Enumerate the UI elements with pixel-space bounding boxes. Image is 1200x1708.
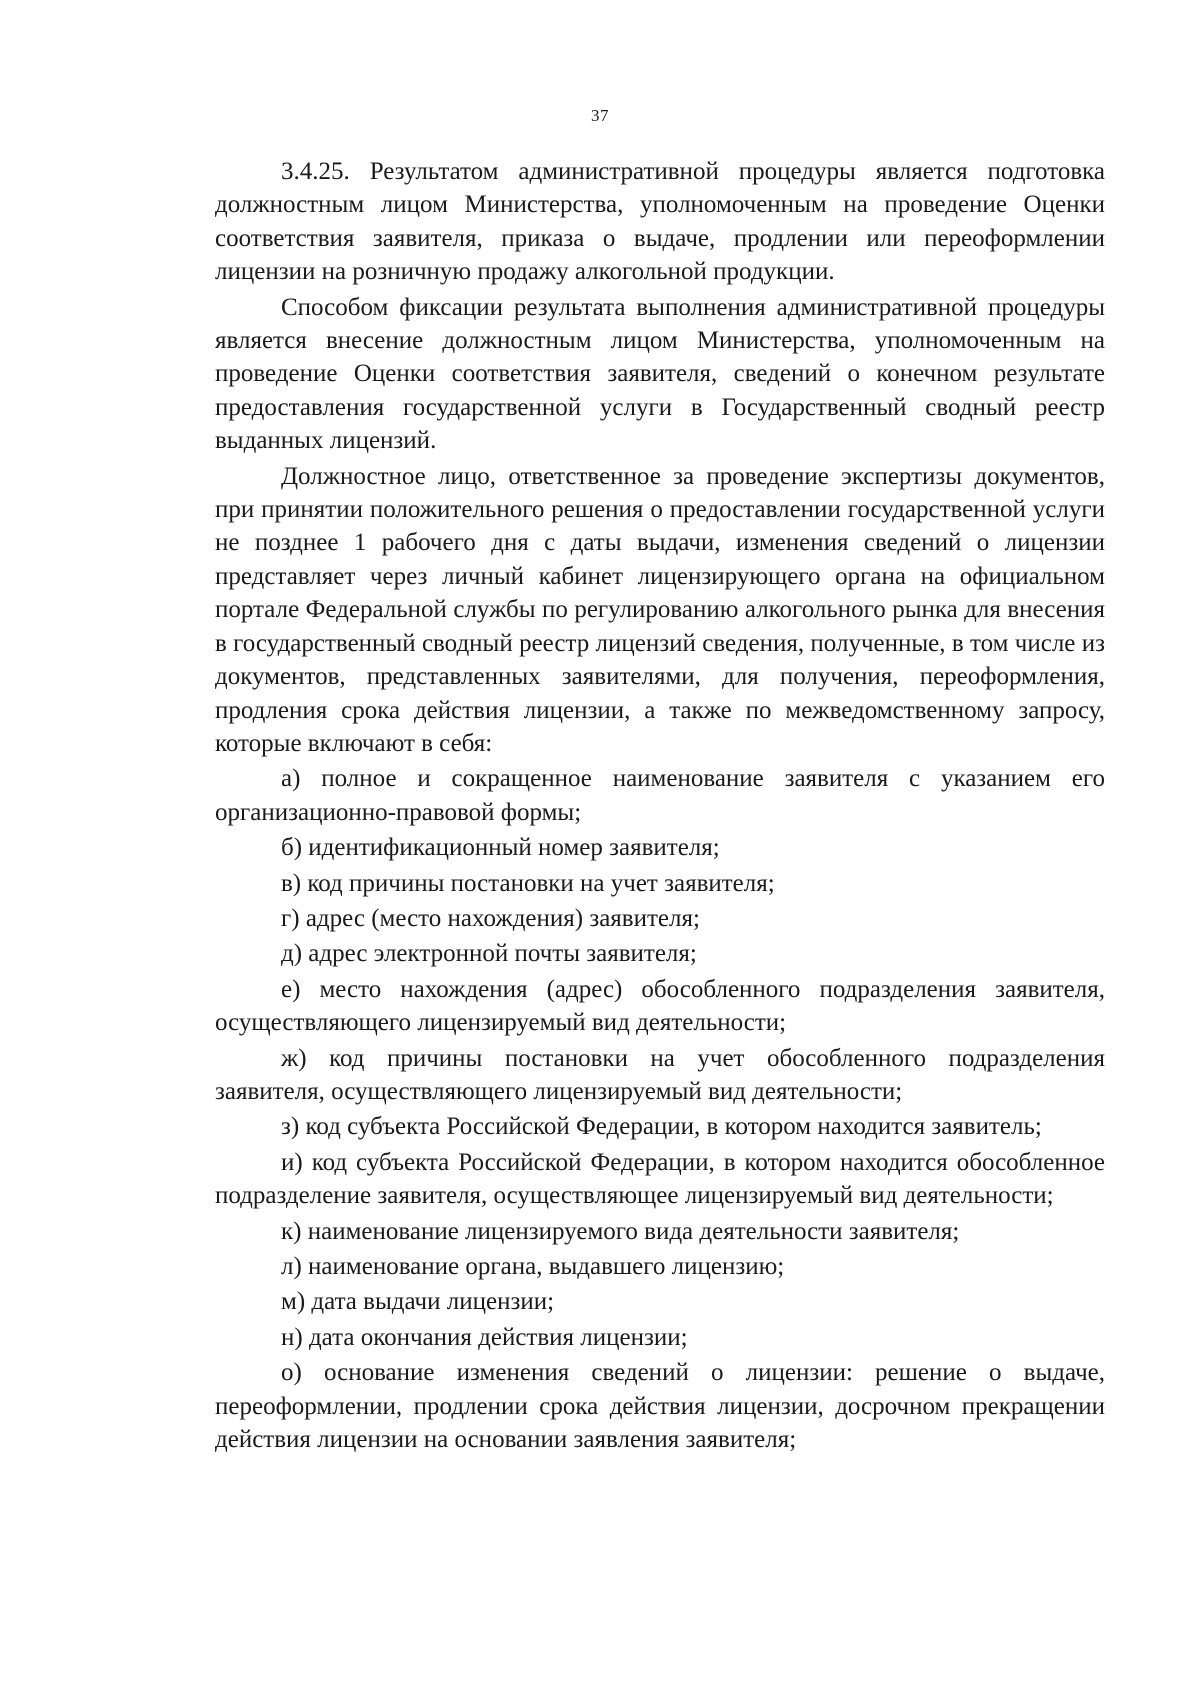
paragraph-fixation-method: Способом фиксации результата выполнения административной процедуры является внесение должностным лицом Министерства, уполномоченным на проведение Оценки соответствия заявителя, сведений о конечном результате предоставления государственной услуги в Государственный сводный реестр выданных лицензий. xyxy=(215,293,1105,455)
list-item-l: л) наименование органа, выдавшего лицензию; xyxy=(281,1253,785,1280)
list-item-zh: ж) код причины постановки на учет обособленного подразделения заявителя, осуществляющего лицензируемый вид деятельности; xyxy=(215,1044,1105,1105)
list-item-a: а) полное и сокращенное наименование заявителя с указанием его организационно-правовой формы; xyxy=(215,765,1105,826)
list-item-b: б) идентификационный номер заявителя; xyxy=(281,834,720,862)
paragraph-3-4-25: 3.4.25. Результатом административной процедуры является подготовка должностным лицом Министерства, уполномоченным на проведение Оценки соответствия заявителя, приказа о выдаче, продлении или переоформлении лицензии на розничную продажу алкогольной продукции. xyxy=(215,158,1105,286)
list-item-z: з) код субъекта Российской Федерации, в котором находится заявитель; xyxy=(281,1113,1042,1141)
list-item-n: н) дата окончания действия лицензии; xyxy=(281,1323,688,1351)
list-item-k: к) наименование лицензируемого вида деятельности заявителя; xyxy=(281,1217,960,1245)
list-item-o: о) основание изменения сведений о лицензии: решение о выдаче, переоформлении, продлении срока действия лицензии, досрочном прекращении действия лицензии на основании заявления заявителя; xyxy=(215,1359,1105,1454)
paragraph-responsible-official: Должностное лицо, ответственное за проведение экспертизы документов, при принятии положительного решения о предоставлении государственной услуги не позднее 1 рабочего дня с даты выдачи, изменения сведений о лицензии представляет через личный кабинет лицензирующего органа на официальном портале Федеральной службы по регулированию алкогольного рынка для внесения в государственный сводный реестр лицензий сведения, полученные, в том числе из документов, представленных заявителями, для получения, переоформления, продления срока действия лицензии, а также по межведомственному запросу, которые включают в себя: xyxy=(215,462,1105,757)
list-item-d: д) адрес электронной почты заявителя; xyxy=(281,940,697,968)
page-number: 37 xyxy=(591,106,609,125)
list-item-i: и) код субъекта Российской Федерации, в котором находится обособленное подразделение заявителя, осуществляющее лицензируемый вид деятельности; xyxy=(215,1148,1105,1210)
list-item-m: м) дата выдачи лицензии; xyxy=(281,1288,555,1316)
list-item-e: е) место нахождения (адрес) обособленного подразделения заявителя, осуществляющего лицензируемый вид деятельности; xyxy=(215,975,1105,1037)
list-item-v: в) код причины постановки на учет заявителя; xyxy=(281,869,775,897)
list-item-g: г) адрес (место нахождения) заявителя; xyxy=(281,904,700,932)
document-body xyxy=(215,155,1105,1458)
